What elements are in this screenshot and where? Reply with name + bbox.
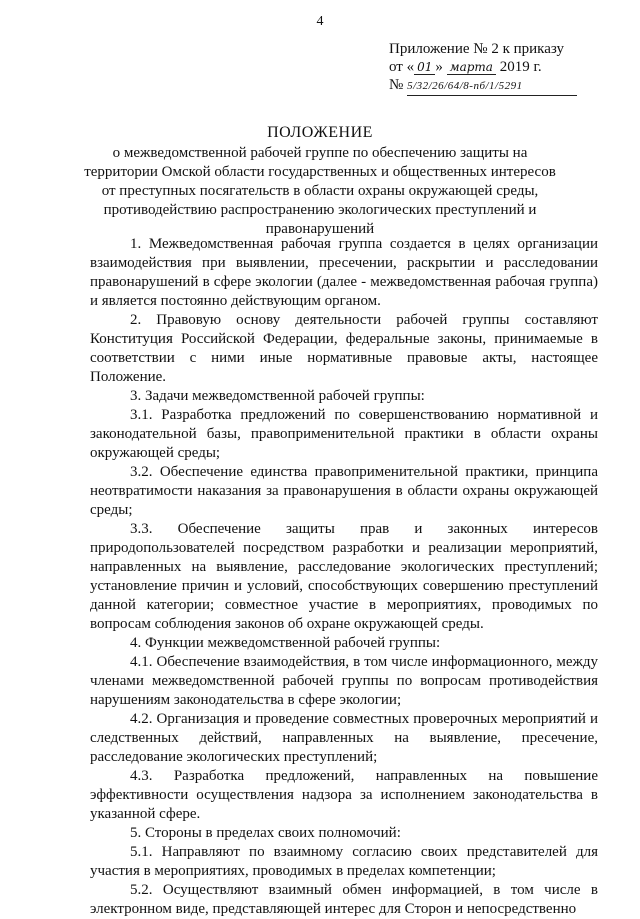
paragraph: 5.2. Осуществляют взаимный обмен информацией, в том числе в электронном виде, представляющей интерес для Сторон и непосредственно [90, 882, 598, 917]
paragraph: 3.1. Разработка предложений по совершенствованию нормативной и законодательной базы, правоприменительной практики в области охраны окружающей среды; [90, 407, 598, 461]
paragraph: 3.3. Обеспечение защиты прав и законных интересов природопользователей посредством разработки и реализации мероприятий, направленных на выявление, расследование экологических преступлений; установление причин и условий, способствующих совершению преступлений данной категории; совместное участие в мероприятиях, проводимых по вопросам соблюдения законов об охране окружающей среды. [90, 521, 598, 632]
document-subtitle: о межведомственной рабочей группе по обеспечению защиты на территории Омской области государственных и общественных интересов от преступных посягательств в области охраны окружающей среды, противодействию распространению экологических преступлений и правонарушений [84, 145, 556, 237]
paragraph: 3. Задачи межведомственной рабочей группы: [130, 388, 425, 404]
paragraph: 5. Стороны в пределах своих полномочий: [130, 825, 401, 841]
handwritten-month: марта [447, 60, 496, 75]
appendix-header [389, 40, 609, 96]
paragraph: 1. Межведомственная рабочая группа создается в целях организации взаимодействия при выявлении, пресечении, раскрытии и расследовании правонарушений в сфере экологии (далее - межведомственная рабочая группа) и является постоянно действующим органом. [90, 236, 598, 309]
paragraph: 4.2. Организация и проведение совместных проверочных мероприятий и следственных действий, направленных на выявление, пресечение, расследование экологических преступлений; [90, 711, 598, 765]
appendix-title: Приложение № 2 к приказу [389, 41, 564, 57]
page-number: 4 [316, 14, 324, 29]
handwritten-number: 5/32/26/64/8-пб/1/5291 [407, 77, 577, 96]
appendix-date: от « 01 » марта 2019 г. [389, 59, 542, 75]
paragraph: 4.1. Обеспечение взаимодействия, в том числе информационного, между членами межведомственной рабочей группы по вопросам противодействия нарушениям законодательства в сфере экологии; [90, 654, 598, 708]
document-title: ПОЛОЖЕНИЕ [267, 124, 373, 141]
paragraph: 3.2. Обеспечение единства правоприменительной практики, принципа неотвратимости наказания за правонарушения в области охраны окружающей среды; [90, 464, 598, 518]
paragraph: 4. Функции межведомственной рабочей группы: [130, 635, 441, 651]
paragraph: 5.1. Направляют по взаимному согласию своих представителей для участия в мероприятиях, проводимых в пределах компетенции; [90, 844, 598, 879]
handwritten-day: 01 [414, 60, 435, 75]
paragraph: 4.3. Разработка предложений, направленных на повышение эффективности осуществления надзора за исполнением законодательства в указанной сфере. [90, 768, 598, 822]
appendix-number: № 5/32/26/64/8-пб/1/5291 [389, 76, 609, 96]
paragraph: 2. Правовую основу деятельности рабочей группы составляют Конституция Российской Федерации, федеральные законы, принимаемые в соответствии с ними иные нормативные правовые акты, настоящее Положение. [90, 312, 598, 385]
document-body [90, 235, 598, 919]
